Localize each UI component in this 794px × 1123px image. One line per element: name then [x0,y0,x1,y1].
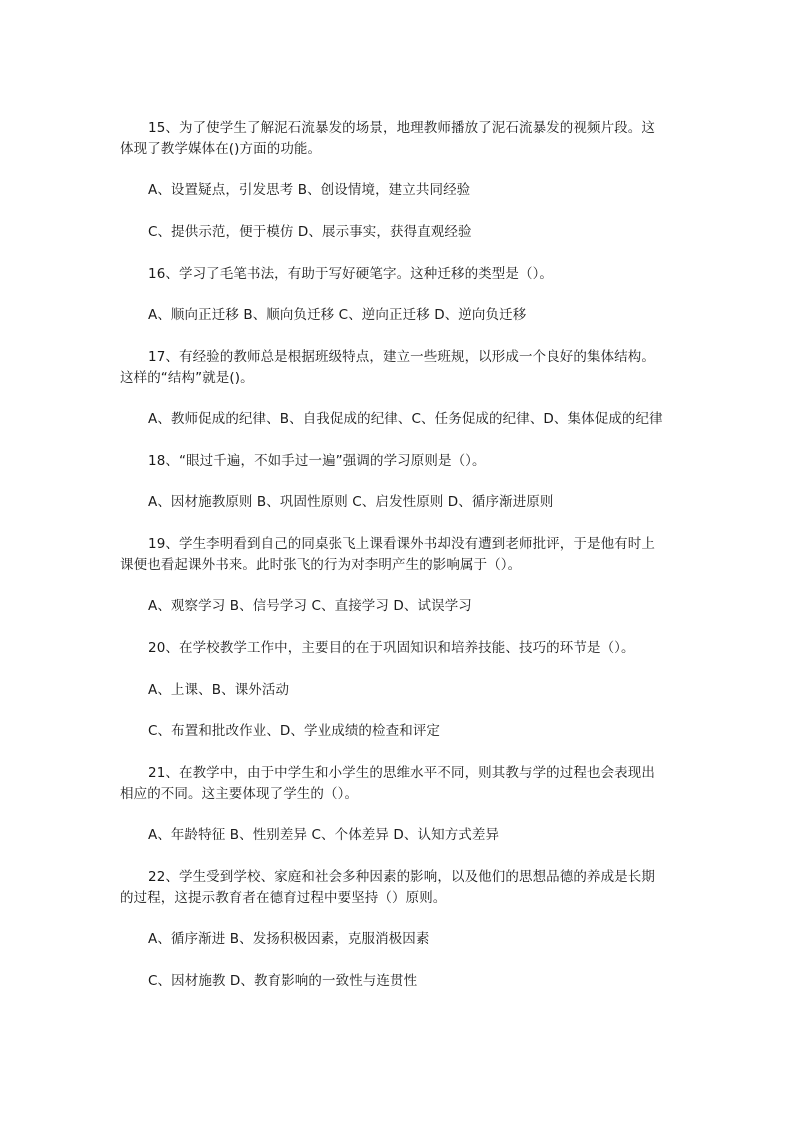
question-19-line-1: 19、学生李明看到自己的同桌张飞上课看课外书却没有遭到老师批评，于是他有时上 [148,536,655,552]
question-22-option-2: C、因材施教 D、教育影响的一致性与连贯性 [148,973,418,989]
question-17-line-2: 这样的“结构”就是()。 [120,370,254,386]
question-16-line-1: 16、学习了毛笔书法，有助于写好硬笔字。这种迁移的类型是（）。 [148,266,554,282]
question-19-option-1: A、观察学习 B、信号学习 C、直接学习 D、试误学习 [148,598,472,614]
question-22-line-2: 的过程，这提示教育者在德育过程中要坚持（）原则。 [120,890,447,906]
question-15-option-1: A、设置疑点，引发思考 B、创设情境，建立共同经验 [148,182,471,198]
question-15-option-2: C、提供示范，便于模仿 D、展示事实，获得直观经验 [148,224,472,240]
question-18-line-1: 18、“眼过千遍，不如手过一遍”强调的学习原则是（）。 [148,453,486,469]
question-20-option-1: A、上课、B、课外活动 [148,682,290,698]
question-17-option-1: A、教师促成的纪律、B、自我促成的纪律、C、任务促成的纪律、D、集体促成的纪律 [148,411,663,427]
question-20-line-1: 20、在学校教学工作中，主要目的在于巩固知识和培养技能、技巧的环节是（）。 [148,640,635,656]
question-22-line-1: 22、学生受到学校、家庭和社会多种因素的影响，以及他们的思想品德的养成是长期 [148,869,655,885]
question-21-line-1: 21、在教学中，由于中学生和小学生的思维水平不同，则其教与学的过程也会表现出 [148,765,655,781]
question-22-option-1: A、循序渐进 B、发扬积极因素，克服消极因素 [148,931,430,947]
question-15-line-2: 体现了教学媒体在()方面的功能。 [120,141,322,157]
question-21-option-1: A、年龄特征 B、性别差异 C、个体差异 D、认知方式差异 [148,827,500,843]
question-17-line-1: 17、有经验的教师总是根据班级特点，建立一些班规，以形成一个良好的集体结构。 [148,349,655,365]
question-21-line-2: 相应的不同。这主要体现了学生的（）。 [120,786,359,802]
question-20-option-2: C、布置和批改作业、D、学业成绩的检查和评定 [148,723,441,739]
question-16-option-1: A、顺向正迁移 B、顺向负迁移 C、逆向正迁移 D、逆向负迁移 [148,307,527,323]
question-18-option-1: A、因材施教原则 B、巩固性原则 C、启发性原则 D、循序渐进原则 [148,494,554,510]
question-19-line-2: 课便也看起课外书来。此时张飞的行为对李明产生的影响属于（）。 [120,557,522,573]
question-15-line-1: 15、为了使学生了解泥石流暴发的场景，地理教师播放了泥石流暴发的视频片段。这 [148,120,655,136]
